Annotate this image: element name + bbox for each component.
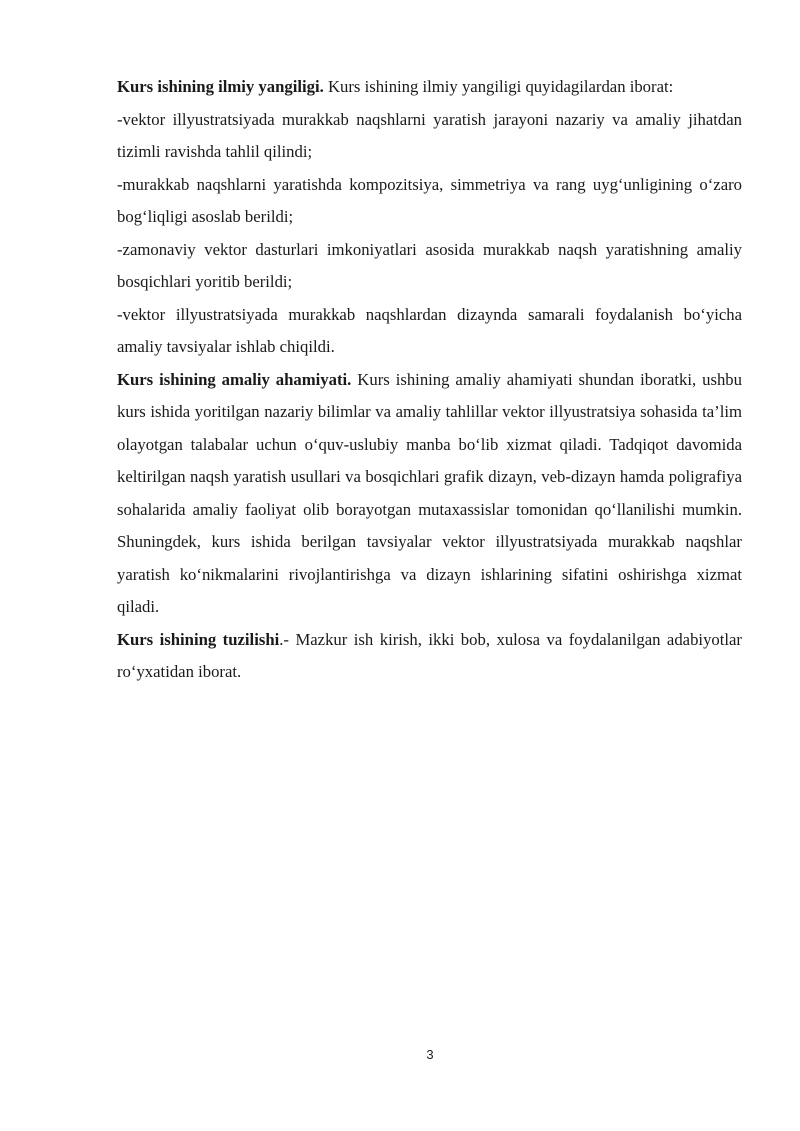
practical-heading: Kurs ishining amaliy ahamiyati.	[117, 369, 352, 389]
structure-heading: Kurs ishining tuzilishi	[117, 629, 280, 649]
novelty-item-3: -zamonaviy vektor dasturlari imkoniyatlari asosida murakkab naqsh yaratishning amaliy bosqichlari yoritib berildi;	[117, 239, 742, 291]
page-number: 3	[426, 1047, 434, 1062]
structure-paragraph	[117, 624, 742, 689]
novelty-intro: Kurs ishining ilmiy yangiligi quyidagilardan iborat:	[323, 77, 674, 96]
novelty-paragraph	[117, 71, 742, 104]
novelty-heading: Kurs ishining ilmiy yangiligi.	[117, 77, 324, 96]
structure-text: .- Mazkur ish kirish, ikki bob, xulosa va foydalanilgan adabiyotlar ro‘yxatidan iborat.	[117, 629, 742, 681]
novelty-item-2: -murakkab naqshlarni yaratishda kompozitsiya, simmetriya va rang uyg‘unligining o‘zaro bog‘liqligi asoslab berildi;	[117, 174, 742, 226]
practical-paragraph	[117, 364, 742, 624]
novelty-item-1: -vektor illyustratsiyada murakkab naqshlarni yaratish jarayoni nazariy va amaliy jihatdan tizimli ravishda tahlil qilindi;	[117, 109, 742, 161]
document-page-body	[117, 71, 742, 689]
novelty-item-4: -vektor illyustratsiyada murakkab naqshlardan dizaynda samarali foydalanish bo‘yicha amaliy tavsiyalar ishlab chiqildi.	[117, 304, 742, 356]
practical-text: Kurs ishining amaliy ahamiyati shundan iboratki, ushbu kurs ishida yoritilgan nazariy bilimlar va amaliy tahlillar vektor illyustratsiya sohasida ta’lim olayotgan talabalar uchun o‘quv-uslubiy manba bo‘lib xizmat qiladi. Tadqiqot davomida keltirilgan naqsh yaratish usullari va bosqichlari grafik dizayn, veb-dizayn hamda poligrafiya sohalarida amaliy faoliyat olib borayotgan mutaxassislar tomonidan qo‘llanilishi mumkin. Shuningdek, kurs ishida berilgan tavsiyalar vektor illyustratsiyada murakkab naqshlar yaratish ko‘nikmalarini rivojlantirishga va dizayn ishlarining sifatini oshirishga xizmat qiladi.	[117, 369, 742, 616]
